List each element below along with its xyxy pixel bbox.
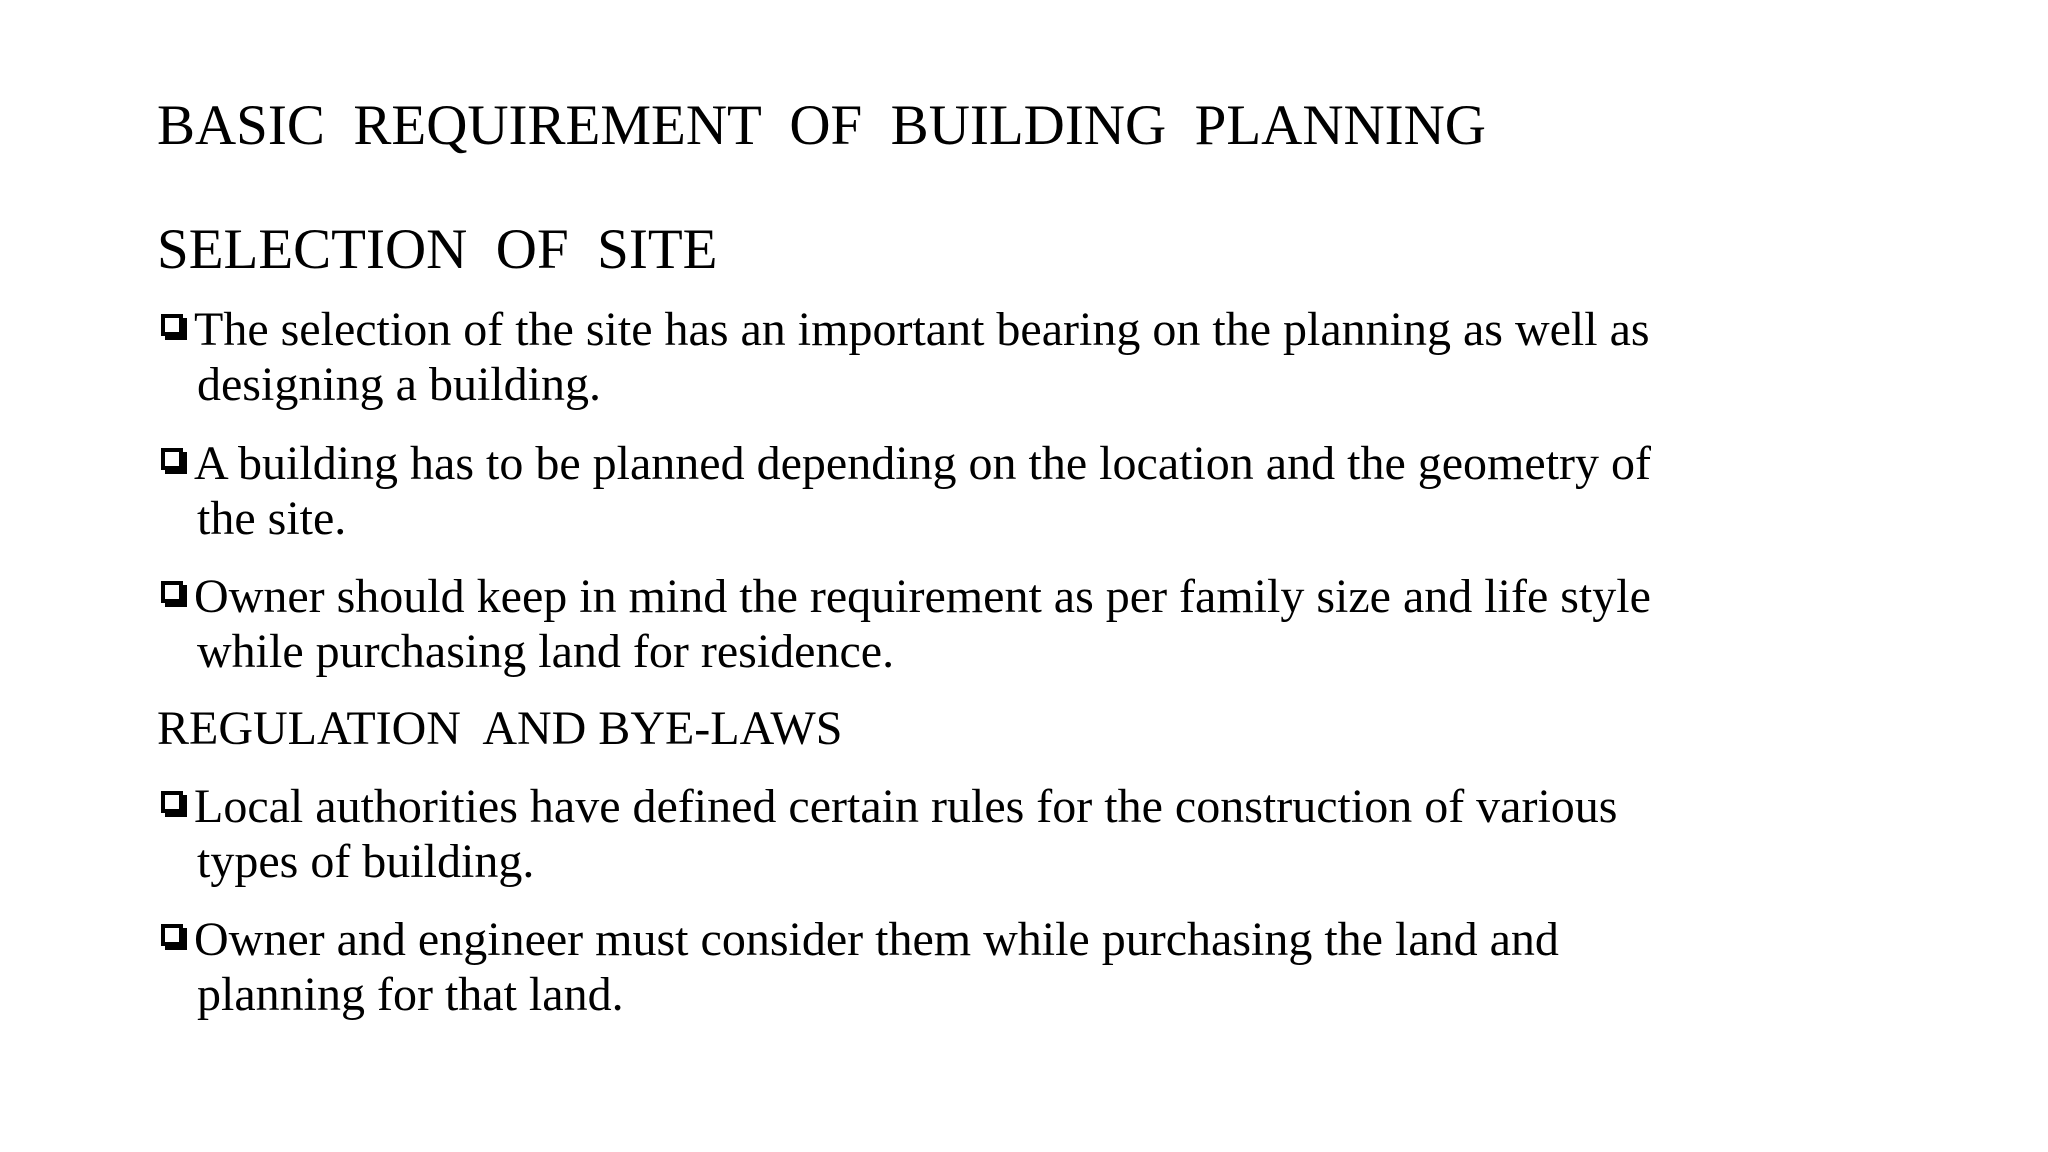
slide-title: BASIC REQUIREMENT OF BUILDING PLANNING xyxy=(157,94,1486,157)
section-heading-selection-of-site: SELECTION OF SITE xyxy=(157,218,718,281)
square-bullet-icon xyxy=(161,924,183,946)
bullet-item xyxy=(157,779,1817,889)
bullet-item xyxy=(157,912,1817,1022)
section-heading-regulation-and-bye-laws: REGULATION AND BYE-LAWS xyxy=(157,702,843,755)
bullet-text: Owner and engineer must consider them while purchasing the land and planning for that land. xyxy=(194,913,1559,1021)
bullet-item xyxy=(157,436,1817,546)
bullet-text: Owner should keep in mind the requirement as per family size and life style while purchasing land for residence. xyxy=(194,570,1651,678)
bullet-item xyxy=(157,569,1817,679)
bullet-text: A building has to be planned depending on the location and the geometry of the site. xyxy=(194,437,1651,545)
bullet-text: Local authorities have defined certain rules for the construction of various types of building. xyxy=(194,780,1618,888)
square-bullet-icon xyxy=(161,448,183,470)
square-bullet-icon xyxy=(161,581,183,603)
square-bullet-icon xyxy=(161,314,183,336)
bullet-text: The selection of the site has an important bearing on the planning as well as designing a building. xyxy=(194,303,1650,411)
bullet-item xyxy=(157,302,1817,412)
square-bullet-icon xyxy=(161,791,183,813)
